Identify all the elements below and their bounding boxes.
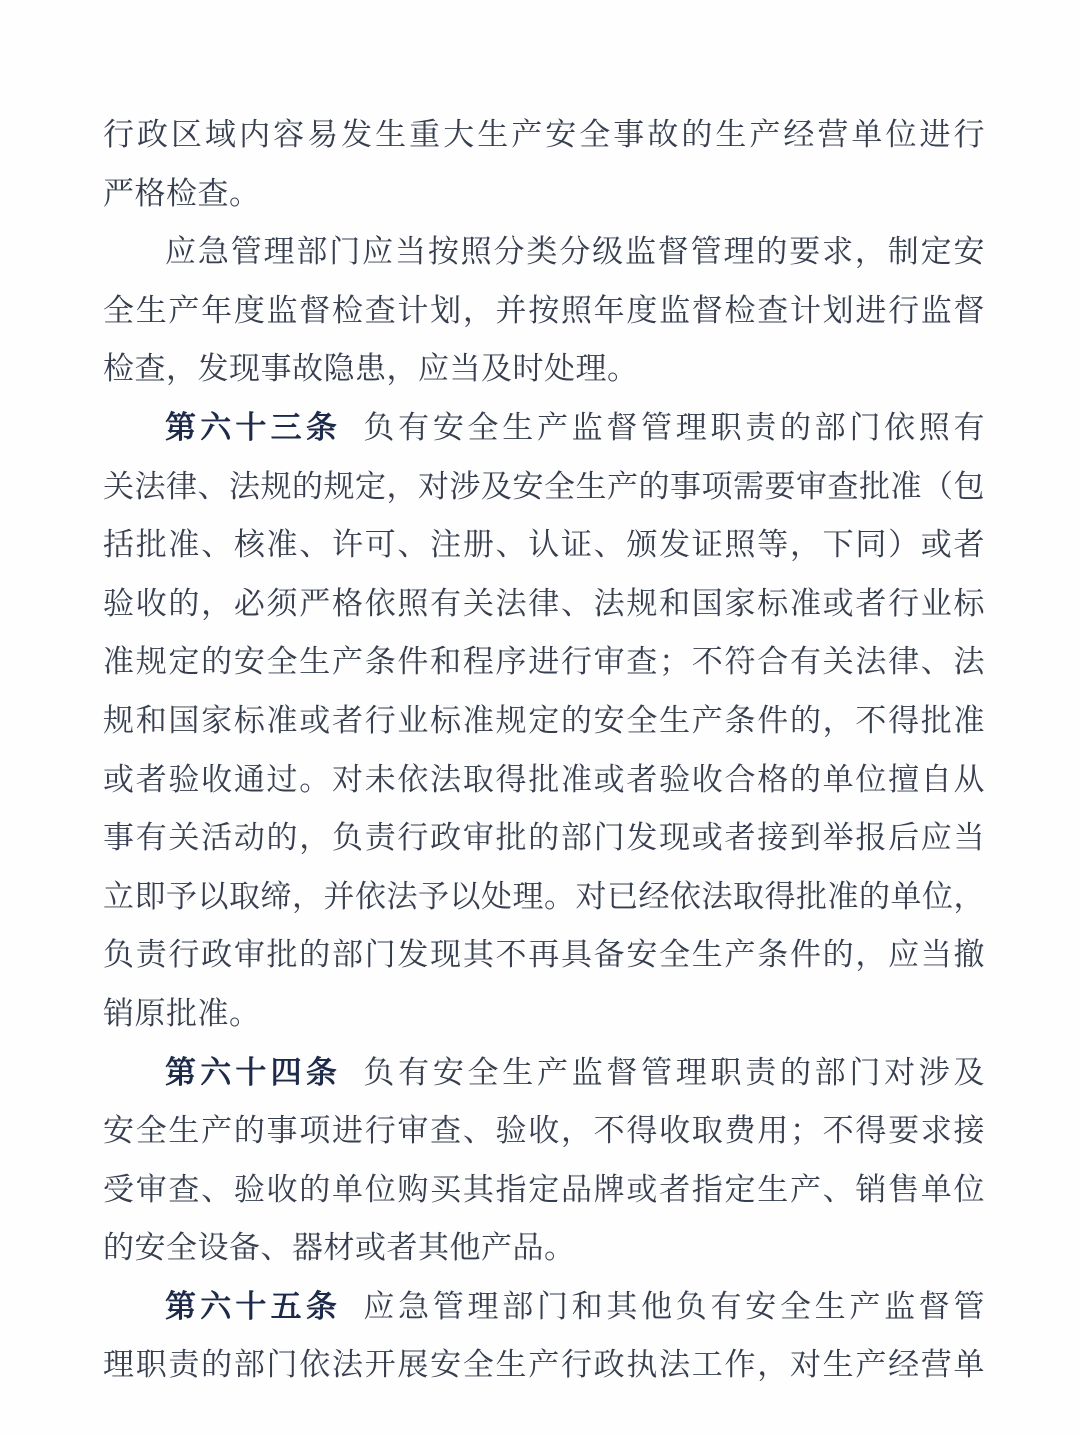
- line-text: 验收的，必须严格依照有关法律、法规和国家标准或者行业标: [103, 585, 985, 621]
- text-line: [103, 926, 985, 985]
- text-line: [103, 692, 985, 751]
- line-text: 全生产年度监督检查计划，并按照年度监督检查计划进行监督: [103, 292, 985, 328]
- article-number-63: 第六十三条: [165, 409, 342, 445]
- line-text: 立即予以取缔，并依法予以处理。对已经依法取得批准的单位，: [103, 878, 985, 914]
- text-line: [103, 633, 985, 692]
- text-line: [103, 282, 985, 341]
- line-text: 销原批准。: [103, 995, 261, 1031]
- text-line: [103, 106, 985, 165]
- article-number-64: 第六十四条: [165, 1054, 342, 1090]
- line-text: 应急管理部门应当按照分类分级监督管理的要求，制定安: [165, 234, 985, 270]
- line-text: 或者验收通过。对未依法取得批准或者验收合格的单位擅自从: [103, 761, 985, 797]
- text-line: [103, 809, 985, 868]
- text-line-article-63: [103, 399, 985, 458]
- text-line: [103, 575, 985, 634]
- line-text: 应急管理部门和其他负有安全生产监督管: [363, 1288, 985, 1324]
- line-text: 规和国家标准或者行业标准规定的安全生产条件的，不得批准: [103, 702, 985, 738]
- line-text: 关法律、法规的规定，对涉及安全生产的事项需要审查批准（包: [103, 468, 985, 504]
- text-line: [103, 1102, 985, 1161]
- line-text: 检查，发现事故隐患，应当及时处理。: [103, 351, 639, 387]
- text-line: [103, 516, 985, 575]
- text-line: [103, 985, 985, 1044]
- text-line-article-65: [103, 1278, 985, 1337]
- text-line-article-64: [103, 1044, 985, 1103]
- line-text: 严格检查。: [103, 175, 261, 211]
- line-text: 负有安全生产监督管理职责的部门依照有: [363, 409, 985, 445]
- text-line: [103, 868, 985, 927]
- line-text: 理职责的部门依法开展安全生产行政执法工作，对生产经营单: [103, 1347, 985, 1383]
- law-text-block: [103, 106, 985, 1395]
- line-text: 安全生产的事项进行审查、验收，不得收取费用；不得要求接: [103, 1113, 985, 1149]
- text-line: [103, 751, 985, 810]
- text-line: [103, 223, 985, 282]
- line-text: 准规定的安全生产条件和程序进行审查；不符合有关法律、法: [103, 644, 985, 680]
- line-text: 事有关活动的，负责行政审批的部门发现或者接到举报后应当: [103, 820, 985, 856]
- line-text: 的安全设备、器材或者其他产品。: [103, 1230, 576, 1266]
- line-text: 负责行政审批的部门发现其不再具备安全生产条件的，应当撤: [103, 937, 985, 973]
- text-line: [103, 1336, 985, 1395]
- line-text: 括批准、核准、许可、注册、认证、颁发证照等，下同）或者: [103, 527, 985, 563]
- article-number-65: 第六十五条: [165, 1288, 342, 1324]
- text-line: [103, 165, 985, 224]
- text-line: [103, 1219, 985, 1278]
- text-line: [103, 458, 985, 517]
- line-text: 受审查、验收的单位购买其指定品牌或者指定生产、销售单位: [103, 1171, 985, 1207]
- line-text: 负有安全生产监督管理职责的部门对涉及: [363, 1054, 985, 1090]
- text-line: [103, 340, 985, 399]
- text-line: [103, 1161, 985, 1220]
- line-text: 行政区域内容易发生重大生产安全事故的生产经营单位进行: [103, 117, 985, 152]
